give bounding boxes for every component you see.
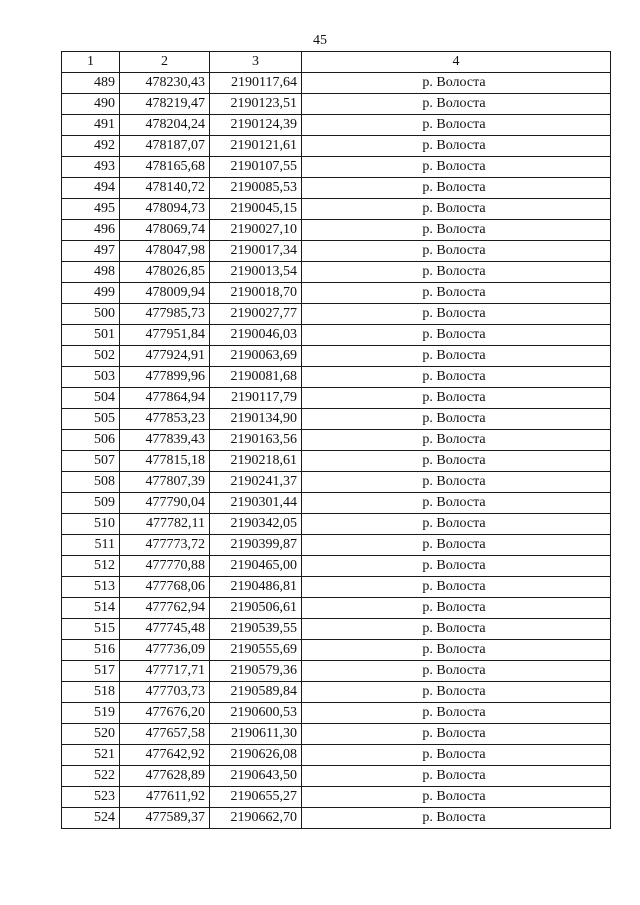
description-cell: р. Волоста <box>302 808 611 829</box>
description-cell: р. Волоста <box>302 346 611 367</box>
x-coordinate-cell: 478230,43 <box>120 73 210 94</box>
point-number-cell: 494 <box>62 178 120 199</box>
table-row <box>62 724 611 745</box>
description-cell: р. Волоста <box>302 703 611 724</box>
y-coordinate-cell: 2190589,84 <box>210 682 302 703</box>
table-header-row <box>62 52 611 73</box>
table-row <box>62 304 611 325</box>
point-number-cell: 519 <box>62 703 120 724</box>
y-coordinate-cell: 2190506,61 <box>210 598 302 619</box>
table-row <box>62 346 611 367</box>
table-row <box>62 682 611 703</box>
table-row <box>62 157 611 178</box>
description-cell: р. Волоста <box>302 430 611 451</box>
point-number-cell: 513 <box>62 577 120 598</box>
y-coordinate-cell: 2190342,05 <box>210 514 302 535</box>
table-row <box>62 262 611 283</box>
description-cell: р. Волоста <box>302 178 611 199</box>
table-row <box>62 640 611 661</box>
x-coordinate-cell: 477839,43 <box>120 430 210 451</box>
description-cell: р. Волоста <box>302 745 611 766</box>
x-coordinate-cell: 478047,98 <box>120 241 210 262</box>
point-number-cell: 501 <box>62 325 120 346</box>
x-coordinate-cell: 477899,96 <box>120 367 210 388</box>
table-row <box>62 577 611 598</box>
point-number-cell: 508 <box>62 472 120 493</box>
point-number-cell: 514 <box>62 598 120 619</box>
y-coordinate-cell: 2190218,61 <box>210 451 302 472</box>
point-number-cell: 511 <box>62 535 120 556</box>
table-row <box>62 220 611 241</box>
table-row <box>62 745 611 766</box>
point-number-cell: 503 <box>62 367 120 388</box>
column-header-y: 3 <box>210 52 302 73</box>
x-coordinate-cell: 477589,37 <box>120 808 210 829</box>
table-row <box>62 409 611 430</box>
table-row <box>62 514 611 535</box>
table-row <box>62 136 611 157</box>
point-number-cell: 497 <box>62 241 120 262</box>
point-number-cell: 504 <box>62 388 120 409</box>
x-coordinate-cell: 478009,94 <box>120 283 210 304</box>
x-coordinate-cell: 477768,06 <box>120 577 210 598</box>
x-coordinate-cell: 477924,91 <box>120 346 210 367</box>
point-number-cell: 509 <box>62 493 120 514</box>
y-coordinate-cell: 2190063,69 <box>210 346 302 367</box>
table-row <box>62 703 611 724</box>
point-number-cell: 524 <box>62 808 120 829</box>
y-coordinate-cell: 2190046,03 <box>210 325 302 346</box>
table-row <box>62 556 611 577</box>
point-number-cell: 492 <box>62 136 120 157</box>
point-number-cell: 495 <box>62 199 120 220</box>
page-number: 45 <box>313 33 327 48</box>
x-coordinate-cell: 477770,88 <box>120 556 210 577</box>
point-number-cell: 521 <box>62 745 120 766</box>
table-row <box>62 73 611 94</box>
table-row <box>62 241 611 262</box>
point-number-cell: 522 <box>62 766 120 787</box>
x-coordinate-cell: 477807,39 <box>120 472 210 493</box>
x-coordinate-cell: 477853,23 <box>120 409 210 430</box>
description-cell: р. Волоста <box>302 577 611 598</box>
description-cell: р. Волоста <box>302 472 611 493</box>
x-coordinate-cell: 477703,73 <box>120 682 210 703</box>
column-header-number: 1 <box>62 52 120 73</box>
y-coordinate-cell: 2190643,50 <box>210 766 302 787</box>
description-cell: р. Волоста <box>302 367 611 388</box>
table-row <box>62 115 611 136</box>
y-coordinate-cell: 2190301,44 <box>210 493 302 514</box>
x-coordinate-cell: 477611,92 <box>120 787 210 808</box>
point-number-cell: 507 <box>62 451 120 472</box>
y-coordinate-cell: 2190081,68 <box>210 367 302 388</box>
table-row <box>62 367 611 388</box>
table-row <box>62 787 611 808</box>
description-cell: р. Волоста <box>302 619 611 640</box>
table-row <box>62 472 611 493</box>
column-header-x: 2 <box>120 52 210 73</box>
x-coordinate-cell: 477790,04 <box>120 493 210 514</box>
description-cell: р. Волоста <box>302 724 611 745</box>
y-coordinate-cell: 2190163,56 <box>210 430 302 451</box>
description-cell: р. Волоста <box>302 682 611 703</box>
table-body <box>62 73 611 829</box>
table-row <box>62 766 611 787</box>
description-cell: р. Волоста <box>302 598 611 619</box>
description-cell: р. Волоста <box>302 94 611 115</box>
y-coordinate-cell: 2190027,77 <box>210 304 302 325</box>
x-coordinate-cell: 477951,84 <box>120 325 210 346</box>
table-row <box>62 325 611 346</box>
point-number-cell: 515 <box>62 619 120 640</box>
description-cell: р. Волоста <box>302 283 611 304</box>
description-cell: р. Волоста <box>302 493 611 514</box>
point-number-cell: 500 <box>62 304 120 325</box>
description-cell: р. Волоста <box>302 73 611 94</box>
description-cell: р. Волоста <box>302 661 611 682</box>
description-cell: р. Волоста <box>302 220 611 241</box>
table-row <box>62 661 611 682</box>
description-cell: р. Волоста <box>302 262 611 283</box>
table-row <box>62 451 611 472</box>
point-number-cell: 496 <box>62 220 120 241</box>
description-cell: р. Волоста <box>302 535 611 556</box>
x-coordinate-cell: 477745,48 <box>120 619 210 640</box>
y-coordinate-cell: 2190662,70 <box>210 808 302 829</box>
y-coordinate-cell: 2190027,10 <box>210 220 302 241</box>
point-number-cell: 489 <box>62 73 120 94</box>
x-coordinate-cell: 478094,73 <box>120 199 210 220</box>
y-coordinate-cell: 2190626,08 <box>210 745 302 766</box>
x-coordinate-cell: 477676,20 <box>120 703 210 724</box>
description-cell: р. Волоста <box>302 115 611 136</box>
x-coordinate-cell: 477782,11 <box>120 514 210 535</box>
table-row <box>62 493 611 514</box>
point-number-cell: 520 <box>62 724 120 745</box>
x-coordinate-cell: 478187,07 <box>120 136 210 157</box>
x-coordinate-cell: 477717,71 <box>120 661 210 682</box>
description-cell: р. Волоста <box>302 451 611 472</box>
table-row <box>62 598 611 619</box>
table-row <box>62 199 611 220</box>
point-number-cell: 517 <box>62 661 120 682</box>
y-coordinate-cell: 2190486,81 <box>210 577 302 598</box>
table-row <box>62 430 611 451</box>
description-cell: р. Волоста <box>302 766 611 787</box>
description-cell: р. Волоста <box>302 157 611 178</box>
description-cell: р. Волоста <box>302 325 611 346</box>
description-cell: р. Волоста <box>302 388 611 409</box>
point-number-cell: 510 <box>62 514 120 535</box>
x-coordinate-cell: 477762,94 <box>120 598 210 619</box>
description-cell: р. Волоста <box>302 514 611 535</box>
y-coordinate-cell: 2190121,61 <box>210 136 302 157</box>
x-coordinate-cell: 478026,85 <box>120 262 210 283</box>
point-number-cell: 506 <box>62 430 120 451</box>
point-number-cell: 490 <box>62 94 120 115</box>
point-number-cell: 516 <box>62 640 120 661</box>
description-cell: р. Волоста <box>302 640 611 661</box>
y-coordinate-cell: 2190117,79 <box>210 388 302 409</box>
point-number-cell: 491 <box>62 115 120 136</box>
column-header-description: 4 <box>302 52 611 73</box>
y-coordinate-cell: 2190045,15 <box>210 199 302 220</box>
table-row <box>62 808 611 829</box>
point-number-cell: 502 <box>62 346 120 367</box>
x-coordinate-cell: 477773,72 <box>120 535 210 556</box>
y-coordinate-cell: 2190579,36 <box>210 661 302 682</box>
table-row <box>62 388 611 409</box>
y-coordinate-cell: 2190117,64 <box>210 73 302 94</box>
point-number-cell: 518 <box>62 682 120 703</box>
y-coordinate-cell: 2190085,53 <box>210 178 302 199</box>
description-cell: р. Волоста <box>302 241 611 262</box>
x-coordinate-cell: 478165,68 <box>120 157 210 178</box>
point-number-cell: 499 <box>62 283 120 304</box>
table-row <box>62 619 611 640</box>
x-coordinate-cell: 478140,72 <box>120 178 210 199</box>
point-number-cell: 523 <box>62 787 120 808</box>
point-number-cell: 512 <box>62 556 120 577</box>
point-number-cell: 493 <box>62 157 120 178</box>
x-coordinate-cell: 477642,92 <box>120 745 210 766</box>
y-coordinate-cell: 2190124,39 <box>210 115 302 136</box>
description-cell: р. Волоста <box>302 199 611 220</box>
y-coordinate-cell: 2190465,00 <box>210 556 302 577</box>
x-coordinate-cell: 478069,74 <box>120 220 210 241</box>
coordinates-table <box>61 51 611 829</box>
description-cell: р. Волоста <box>302 304 611 325</box>
point-number-cell: 505 <box>62 409 120 430</box>
x-coordinate-cell: 477864,94 <box>120 388 210 409</box>
table-row <box>62 283 611 304</box>
description-cell: р. Волоста <box>302 409 611 430</box>
x-coordinate-cell: 477657,58 <box>120 724 210 745</box>
y-coordinate-cell: 2190655,27 <box>210 787 302 808</box>
table-row <box>62 535 611 556</box>
y-coordinate-cell: 2190018,70 <box>210 283 302 304</box>
description-cell: р. Волоста <box>302 556 611 577</box>
point-number-cell: 498 <box>62 262 120 283</box>
y-coordinate-cell: 2190241,37 <box>210 472 302 493</box>
y-coordinate-cell: 2190013,54 <box>210 262 302 283</box>
x-coordinate-cell: 477736,09 <box>120 640 210 661</box>
description-cell: р. Волоста <box>302 136 611 157</box>
table-row <box>62 178 611 199</box>
x-coordinate-cell: 478204,24 <box>120 115 210 136</box>
y-coordinate-cell: 2190123,51 <box>210 94 302 115</box>
y-coordinate-cell: 2190539,55 <box>210 619 302 640</box>
y-coordinate-cell: 2190107,55 <box>210 157 302 178</box>
table-row <box>62 94 611 115</box>
y-coordinate-cell: 2190399,87 <box>210 535 302 556</box>
x-coordinate-cell: 478219,47 <box>120 94 210 115</box>
x-coordinate-cell: 477815,18 <box>120 451 210 472</box>
y-coordinate-cell: 2190611,30 <box>210 724 302 745</box>
y-coordinate-cell: 2190555,69 <box>210 640 302 661</box>
y-coordinate-cell: 2190600,53 <box>210 703 302 724</box>
y-coordinate-cell: 2190017,34 <box>210 241 302 262</box>
y-coordinate-cell: 2190134,90 <box>210 409 302 430</box>
x-coordinate-cell: 477628,89 <box>120 766 210 787</box>
x-coordinate-cell: 477985,73 <box>120 304 210 325</box>
description-cell: р. Волоста <box>302 787 611 808</box>
